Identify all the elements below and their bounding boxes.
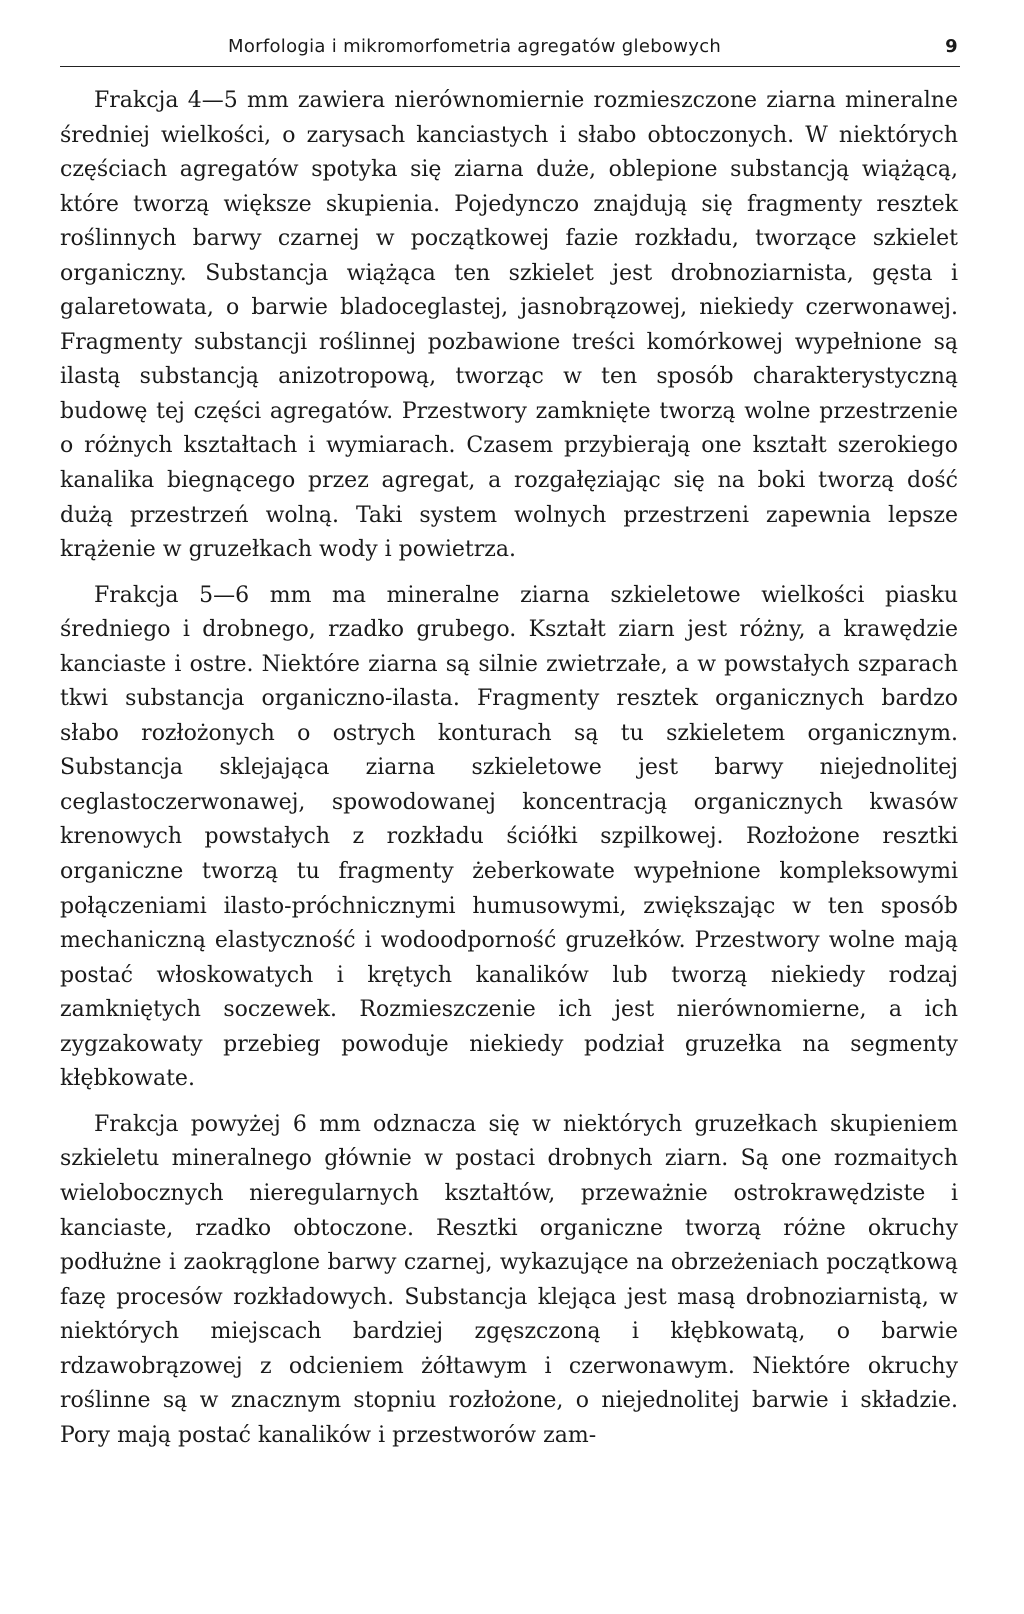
paragraph-fraction-5-6mm: Frakcja 5—6 mm ma mineralne ziarna szkieletowe wielkości piasku średniego i drobnego, rzadko grubego. Kształt ziarn jest różny, a krawędzie kanciaste i ostre. Niektóre ziarna są silnie zwietrzałe, a w powstałych szparach tkwi substancja organiczno-ilasta. Fragmenty resztek organicznych bardzo słabo rozłożonych o ostrych konturach są tu szkieletem organicznym. Substancja sklejająca ziarna szkieletowe jest barwy niejednolitej ceglastoczerwonawej, spowodowanej koncentracją organicznych kwasów krenowych powstałych z rozkładu ściółki szpilkowej. Rozłożone resztki organiczne tworzą tu fragmenty żeberkowate wypełnione kompleksowymi połączeniami ilasto-próchnicznymi humusowymi, zwiększając w ten sposób mechaniczną elastyczność i wodoodporność gruzełków. Przestwory wolne mają postać włoskowatych i krętych kanalików lub tworzą niekiedy rodzaj zamkniętych soczewek. Rozmieszczenie ich jest nierównomierne, a ich zygzakowaty przebieg powoduje niekiedy podział gruzełka na segmenty kłębkowate. xyxy=(60,582,958,1092)
page-number: 9 xyxy=(945,36,958,57)
running-head xyxy=(60,30,960,64)
body-text xyxy=(60,84,958,1453)
paragraph-fraction-above-6mm: Frakcja powyżej 6 mm odznacza się w niektórych gruzełkach skupieniem szkieletu mineralnego głównie w postaci drobnych ziarn. Są one rozmaitych wielobocznych nieregularnych kształtów, przeważnie ostrokrawędziste i kanciaste, rzadko obtoczone. Resztki organiczne tworzą różne okruchy podłużne i zaokrąglone barwy czarnej, wykazujące na obrzeżeniach początkową fazę procesów rozkładowych. Substancja klejąca jest masą drobnoziarnistą, w niektórych miejscach bardziej zgęszczoną i kłębkowatą, o barwie rdzawobrązowej z odcieniem żółtawym i czerwonawym. Niektóre okruchy roślinne są w znacznym stopniu rozłożone, o niejednolitej barwie i składzie. Pory mają postać kanalików i przestworów zam- xyxy=(60,1111,958,1448)
running-title: Morfologia i mikromorfometria agregatów glebowych xyxy=(228,36,722,57)
header-rule xyxy=(60,66,960,67)
paragraph-fraction-4-5mm: Frakcja 4—5 mm zawiera nierównomiernie rozmieszczone ziarna mineralne średniej wielkości, o zarysach kanciastych i słabo obtoczonych. W niektórych częściach agregatów spotyka się ziarna duże, oblepione substancją wiążącą, które tworzą większe skupienia. Pojedynczo znajdują się fragmenty resztek roślinnych barwy czarnej w początkowej fazie rozkładu, tworzące szkielet organiczny. Substancja wiążąca ten szkielet jest drobnoziarnista, gęsta i galaretowata, o barwie bladoceglastej, jasnobrązowej, niekiedy czerwonawej. Fragmenty substancji roślinnej pozbawione treści komórkowej wypełnione są ilastą substancją anizotropową, tworząc w ten sposób charakterystyczną budowę tej części agregatów. Przestwory zamknięte tworzą wolne przestrzenie o różnych kształtach i wymiarach. Czasem przybierają one kształt szerokiego kanalika biegnącego przez agregat, a rozgałęziając się na boki tworzą dość dużą przestrzeń wolną. Taki system wolnych przestrzeni zapewnia lepsze krążenie w gruzełkach wody i powietrza. xyxy=(60,88,958,563)
